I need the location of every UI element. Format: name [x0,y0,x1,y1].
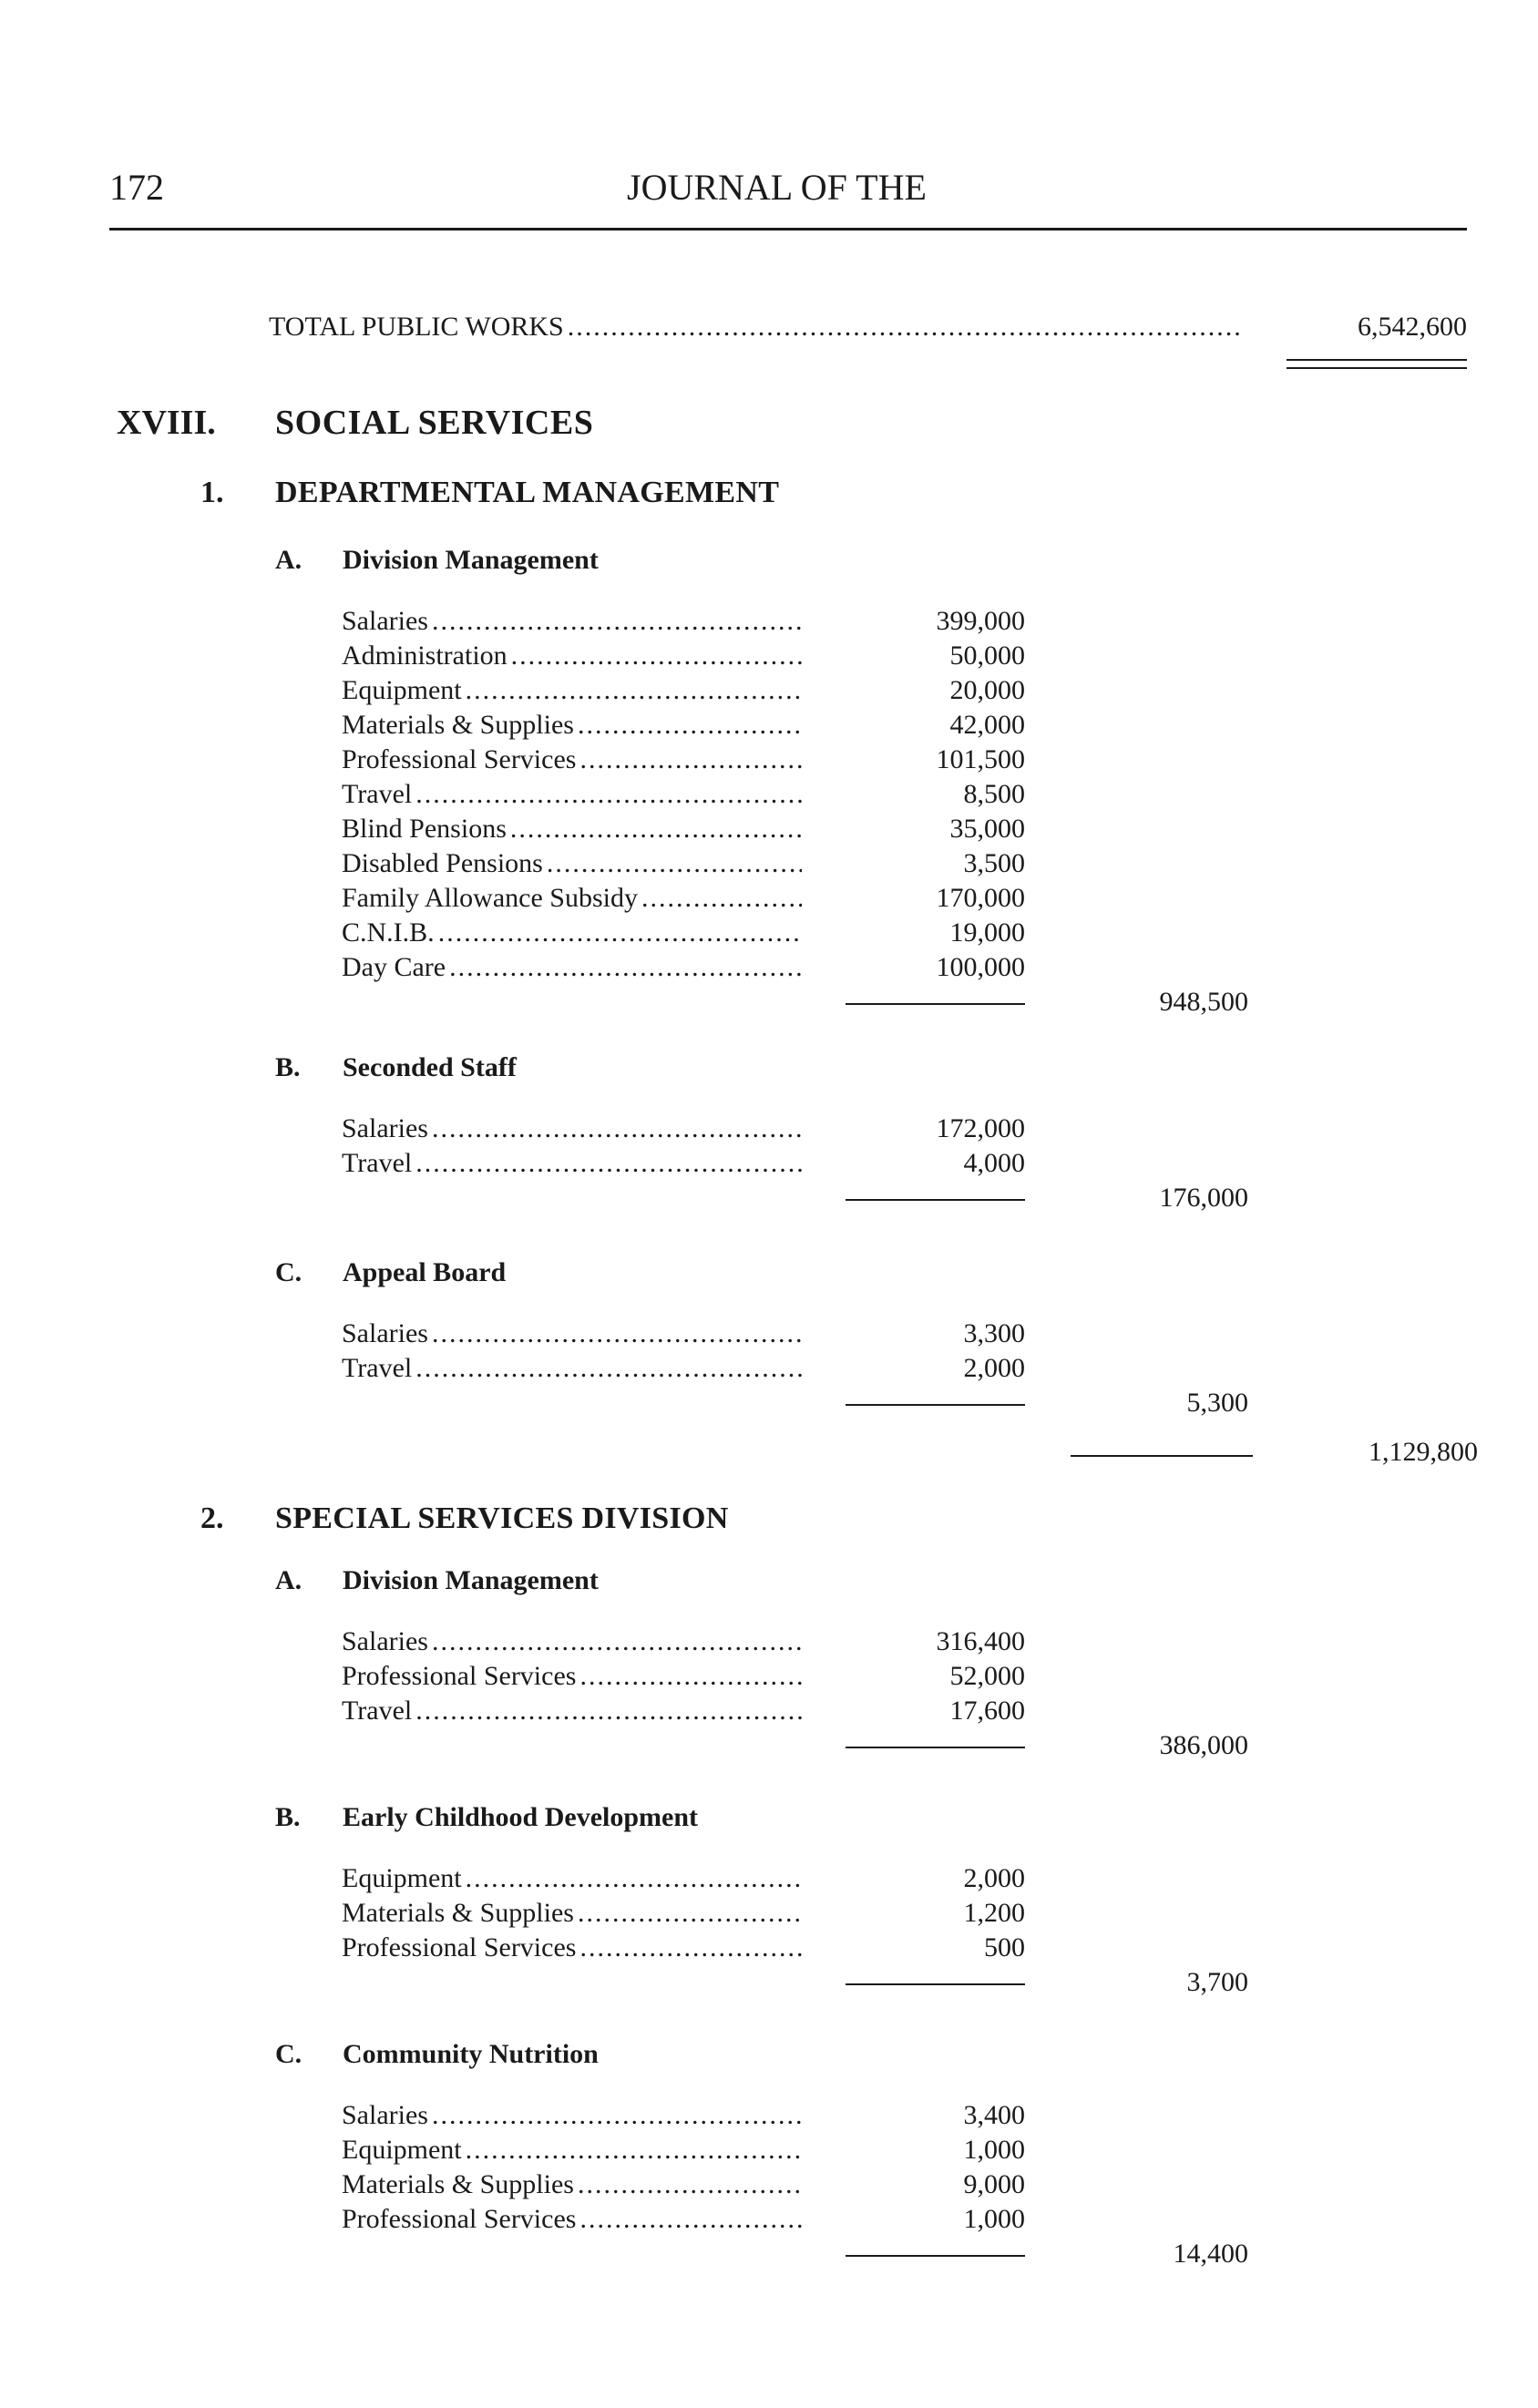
line-item-amount: 8,500 [963,779,1025,809]
group-title: Early Childhood Development [343,1802,699,1832]
line-item-amount: 170,000 [936,883,1025,913]
group-letter: C. [275,2039,302,2069]
line-item-label: Travel [342,779,413,809]
line-item-amount: 101,500 [936,744,1025,774]
line-item [342,673,802,708]
group-total: 5,300 [1186,1388,1248,1418]
group-subtotal-rule [846,1404,1025,1406]
line-item-label: Travel [342,1353,413,1383]
group-title: Community Nutrition [343,2039,599,2069]
line-item-label: Materials & Supplies [342,710,574,740]
line-item [342,1694,802,1728]
leader-dots [412,1694,802,1728]
leader-dots [543,846,802,881]
line-item [342,1351,802,1386]
line-item-amount: 1,200 [963,1898,1025,1928]
line-item-amount: 316,400 [936,1626,1025,1656]
line-item [342,1317,802,1351]
line-item [342,2167,802,2202]
group-total: 14,400 [1173,2239,1248,2269]
total-public-works-row [269,310,1244,344]
line-item-amount: 3,400 [963,2100,1025,2130]
leader-dots [574,2167,802,2202]
line-item [342,2098,802,2133]
line-item-label: Day Care [342,952,446,982]
running-title: JOURNAL OF THE [627,167,927,208]
line-item-amount: 2,000 [963,1353,1025,1383]
line-item-label: Professional Services [342,1661,577,1691]
line-item [342,2133,802,2167]
line-item-label: Professional Services [342,1932,577,1962]
line-item-label: Materials & Supplies [342,1898,574,1928]
group-total: 386,000 [1159,1730,1248,1760]
line-item [342,1931,802,1965]
group-letter: A. [275,1565,302,1595]
part1-subtotal-rule [1071,1455,1253,1457]
line-item-label: Equipment [342,1863,462,1893]
line-item [342,1861,802,1896]
line-item-label: Travel [342,1696,413,1726]
line-item-label: Blind Pensions [342,814,507,844]
line-item-amount: 1,000 [963,2204,1025,2234]
leader-dots [428,604,802,639]
line-item-amount: 1,000 [963,2135,1025,2165]
part-number: 1. [200,476,224,509]
leader-dots [446,950,802,985]
group-letter: B. [275,1052,301,1082]
leader-dots [412,777,802,812]
leader-dots [576,1659,802,1694]
line-item-label: Salaries [342,606,428,636]
total-public-works-amount: 6,542,600 [1358,312,1467,342]
part-title: DEPARTMENTAL MANAGEMENT [275,476,780,509]
line-item-amount: 100,000 [936,952,1025,982]
line-item-label: Family Allowance Subsidy [342,883,638,913]
line-item-amount: 172,000 [936,1113,1025,1143]
line-item-label: Professional Services [342,2204,577,2234]
line-item [342,881,802,916]
group-letter: A. [275,545,302,575]
line-item-amount: 52,000 [949,1661,1025,1691]
line-item-amount: 500 [984,1932,1025,1962]
leader-dots [462,2133,802,2167]
group-title: Seconded Staff [343,1052,517,1082]
line-item [342,812,802,846]
line-item [342,708,802,743]
line-item-amount: 19,000 [949,917,1025,948]
part1-subtotal: 1,129,800 [1369,1437,1478,1467]
section-title: SOCIAL SERVICES [275,404,594,442]
line-item-label: C.N.I.B. [342,917,435,948]
double-rule-bottom [1287,367,1467,369]
group-subtotal-rule [846,1747,1025,1748]
group-letter: C. [275,1257,302,1287]
line-item [342,2202,802,2237]
line-item-amount: 399,000 [936,606,1025,636]
leader-dots [462,673,802,708]
line-item [342,1896,802,1931]
line-item-label: Materials & Supplies [342,2169,574,2199]
line-item-amount: 4,000 [963,1148,1025,1178]
line-item-label: Salaries [342,1113,428,1143]
line-item-label: Equipment [342,675,462,705]
group-subtotal-rule [846,1199,1025,1201]
double-rule-top [1287,359,1467,361]
group-total: 948,500 [1159,987,1248,1017]
leader-dots [428,1112,802,1146]
line-item-label: Travel [342,1148,413,1178]
line-item [342,604,802,639]
group-subtotal-rule [846,1003,1025,1005]
line-item-label: Salaries [342,1626,428,1656]
leader-dots [574,1896,802,1931]
line-item [342,777,802,812]
leader-dots [576,2202,802,2237]
line-item [342,1146,802,1181]
group-title: Division Management [343,1565,599,1595]
leader-dots [638,881,802,916]
line-item-label: Administration [342,640,508,671]
part-number: 2. [200,1501,224,1535]
line-item-amount: 3,500 [963,848,1025,878]
line-item-amount: 35,000 [949,814,1025,844]
leader-dots [428,1624,802,1659]
line-item-label: Salaries [342,1318,428,1348]
group-title: Division Management [343,545,599,575]
section-number: XVIII. [117,404,216,442]
leader-dots [508,639,802,673]
group-total: 176,000 [1159,1183,1248,1213]
line-item [342,1659,802,1694]
group-subtotal-rule [846,1983,1025,1985]
line-item-amount: 2,000 [963,1863,1025,1893]
line-item-amount: 3,300 [963,1318,1025,1348]
line-item [342,1624,802,1659]
leader-dots [507,812,802,846]
line-item [342,950,802,985]
line-item-amount: 9,000 [963,2169,1025,2199]
line-item-label: Professional Services [342,744,577,774]
leader-dots [576,743,802,777]
leader-dots [412,1146,802,1181]
line-item-label: Salaries [342,2100,428,2130]
group-letter: B. [275,1802,301,1832]
leader-dots [428,2098,802,2133]
line-item-amount: 50,000 [949,640,1025,671]
line-item [342,846,802,881]
leader-dots [435,916,802,950]
line-item [342,743,802,777]
group-subtotal-rule [846,2255,1025,2257]
leader-dots [564,310,1244,344]
page-number: 172 [109,167,164,208]
part-title: SPECIAL SERVICES DIVISION [275,1501,729,1535]
line-item [342,639,802,673]
leader-dots [574,708,802,743]
line-item [342,1112,802,1146]
leader-dots [462,1861,802,1896]
line-item-label: Equipment [342,2135,462,2165]
leader-dots [412,1351,802,1386]
line-item-amount: 42,000 [949,710,1025,740]
group-title: Appeal Board [343,1257,507,1287]
line-item-amount: 17,600 [949,1696,1025,1726]
header-rule [109,228,1467,231]
line-item-label: Disabled Pensions [342,848,543,878]
total-public-works-label: TOTAL PUBLIC WORKS [269,312,564,342]
leader-dots [576,1931,802,1965]
leader-dots [428,1317,802,1351]
line-item [342,916,802,950]
line-item-amount: 20,000 [949,675,1025,705]
group-total: 3,700 [1186,1967,1248,1997]
